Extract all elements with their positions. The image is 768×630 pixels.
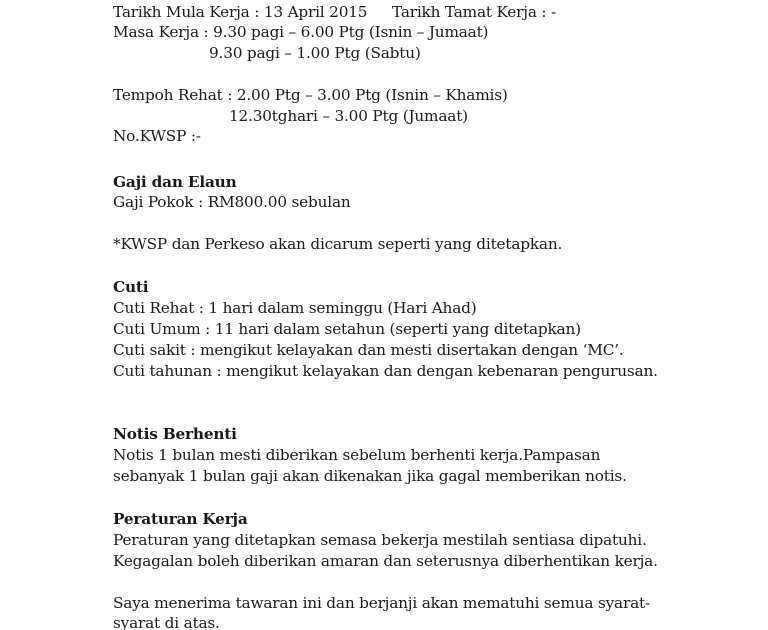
kwsp-number: No.KWSP :- [113, 127, 201, 145]
acceptance-line-1: Saya menerima tawaran ini dan berjanji akan mematuhi semua syarat- [113, 594, 650, 612]
leave-heading: Cuti [113, 278, 149, 296]
notice-line-1: Notis 1 bulan mesti diberikan sebelum berhenti kerja.Pampasan [113, 446, 601, 464]
rules-line-1: Peraturan yang ditetapkan semasa bekerja mestilah sentiasa dipatuhi. [113, 531, 647, 549]
kwsp-note: *KWSP dan Perkeso akan dicarum seperti yang ditetapkan. [113, 235, 563, 253]
leave-item-public: Cuti Umum : 11 hari dalam setahun (seperti yang ditetapkan) [113, 320, 581, 338]
salary-heading: Gaji dan Elaun [113, 173, 237, 191]
notice-line-2: sebanyak 1 bulan gaji akan dikenakan jika gagal memberikan notis. [113, 467, 627, 485]
basic-salary: Gaji Pokok : RM800.00 sebulan [113, 193, 351, 211]
leave-item-annual: Cuti tahunan : mengikut kelayakan dan dengan kebenaran pengurusan. [113, 362, 658, 380]
end-date: Tarikh Tamat Kerja : - [392, 3, 556, 21]
acceptance-line-2: syarat di atas. [113, 614, 220, 630]
start-date: Tarikh Mula Kerja : 13 April 2015 [113, 3, 368, 21]
working-hours-saturday: 9.30 pagi – 1.00 Ptg (Sabtu) [209, 44, 421, 62]
rules-heading: Peraturan Kerja [113, 510, 248, 528]
rest-period-mon-thu: Tempoh Rehat : 2.00 Ptg – 3.00 Ptg (Isnin – Khamis) [113, 86, 508, 104]
working-hours-weekday: Masa Kerja : 9.30 pagi – 6.00 Ptg (Isnin – Jumaat) [113, 23, 489, 41]
notice-heading: Notis Berhenti [113, 425, 237, 443]
leave-item-sick: Cuti sakit : mengikut kelayakan dan mesti disertakan dengan ‘MC’. [113, 341, 624, 359]
rest-period-friday: 12.30tghari – 3.00 Ptg (Jumaat) [229, 107, 468, 125]
leave-item-rest: Cuti Rehat : 1 hari dalam seminggu (Hari Ahad) [113, 299, 477, 317]
rules-line-2: Kegagalan boleh diberikan amaran dan seterusnya diberhentikan kerja. [113, 552, 658, 570]
